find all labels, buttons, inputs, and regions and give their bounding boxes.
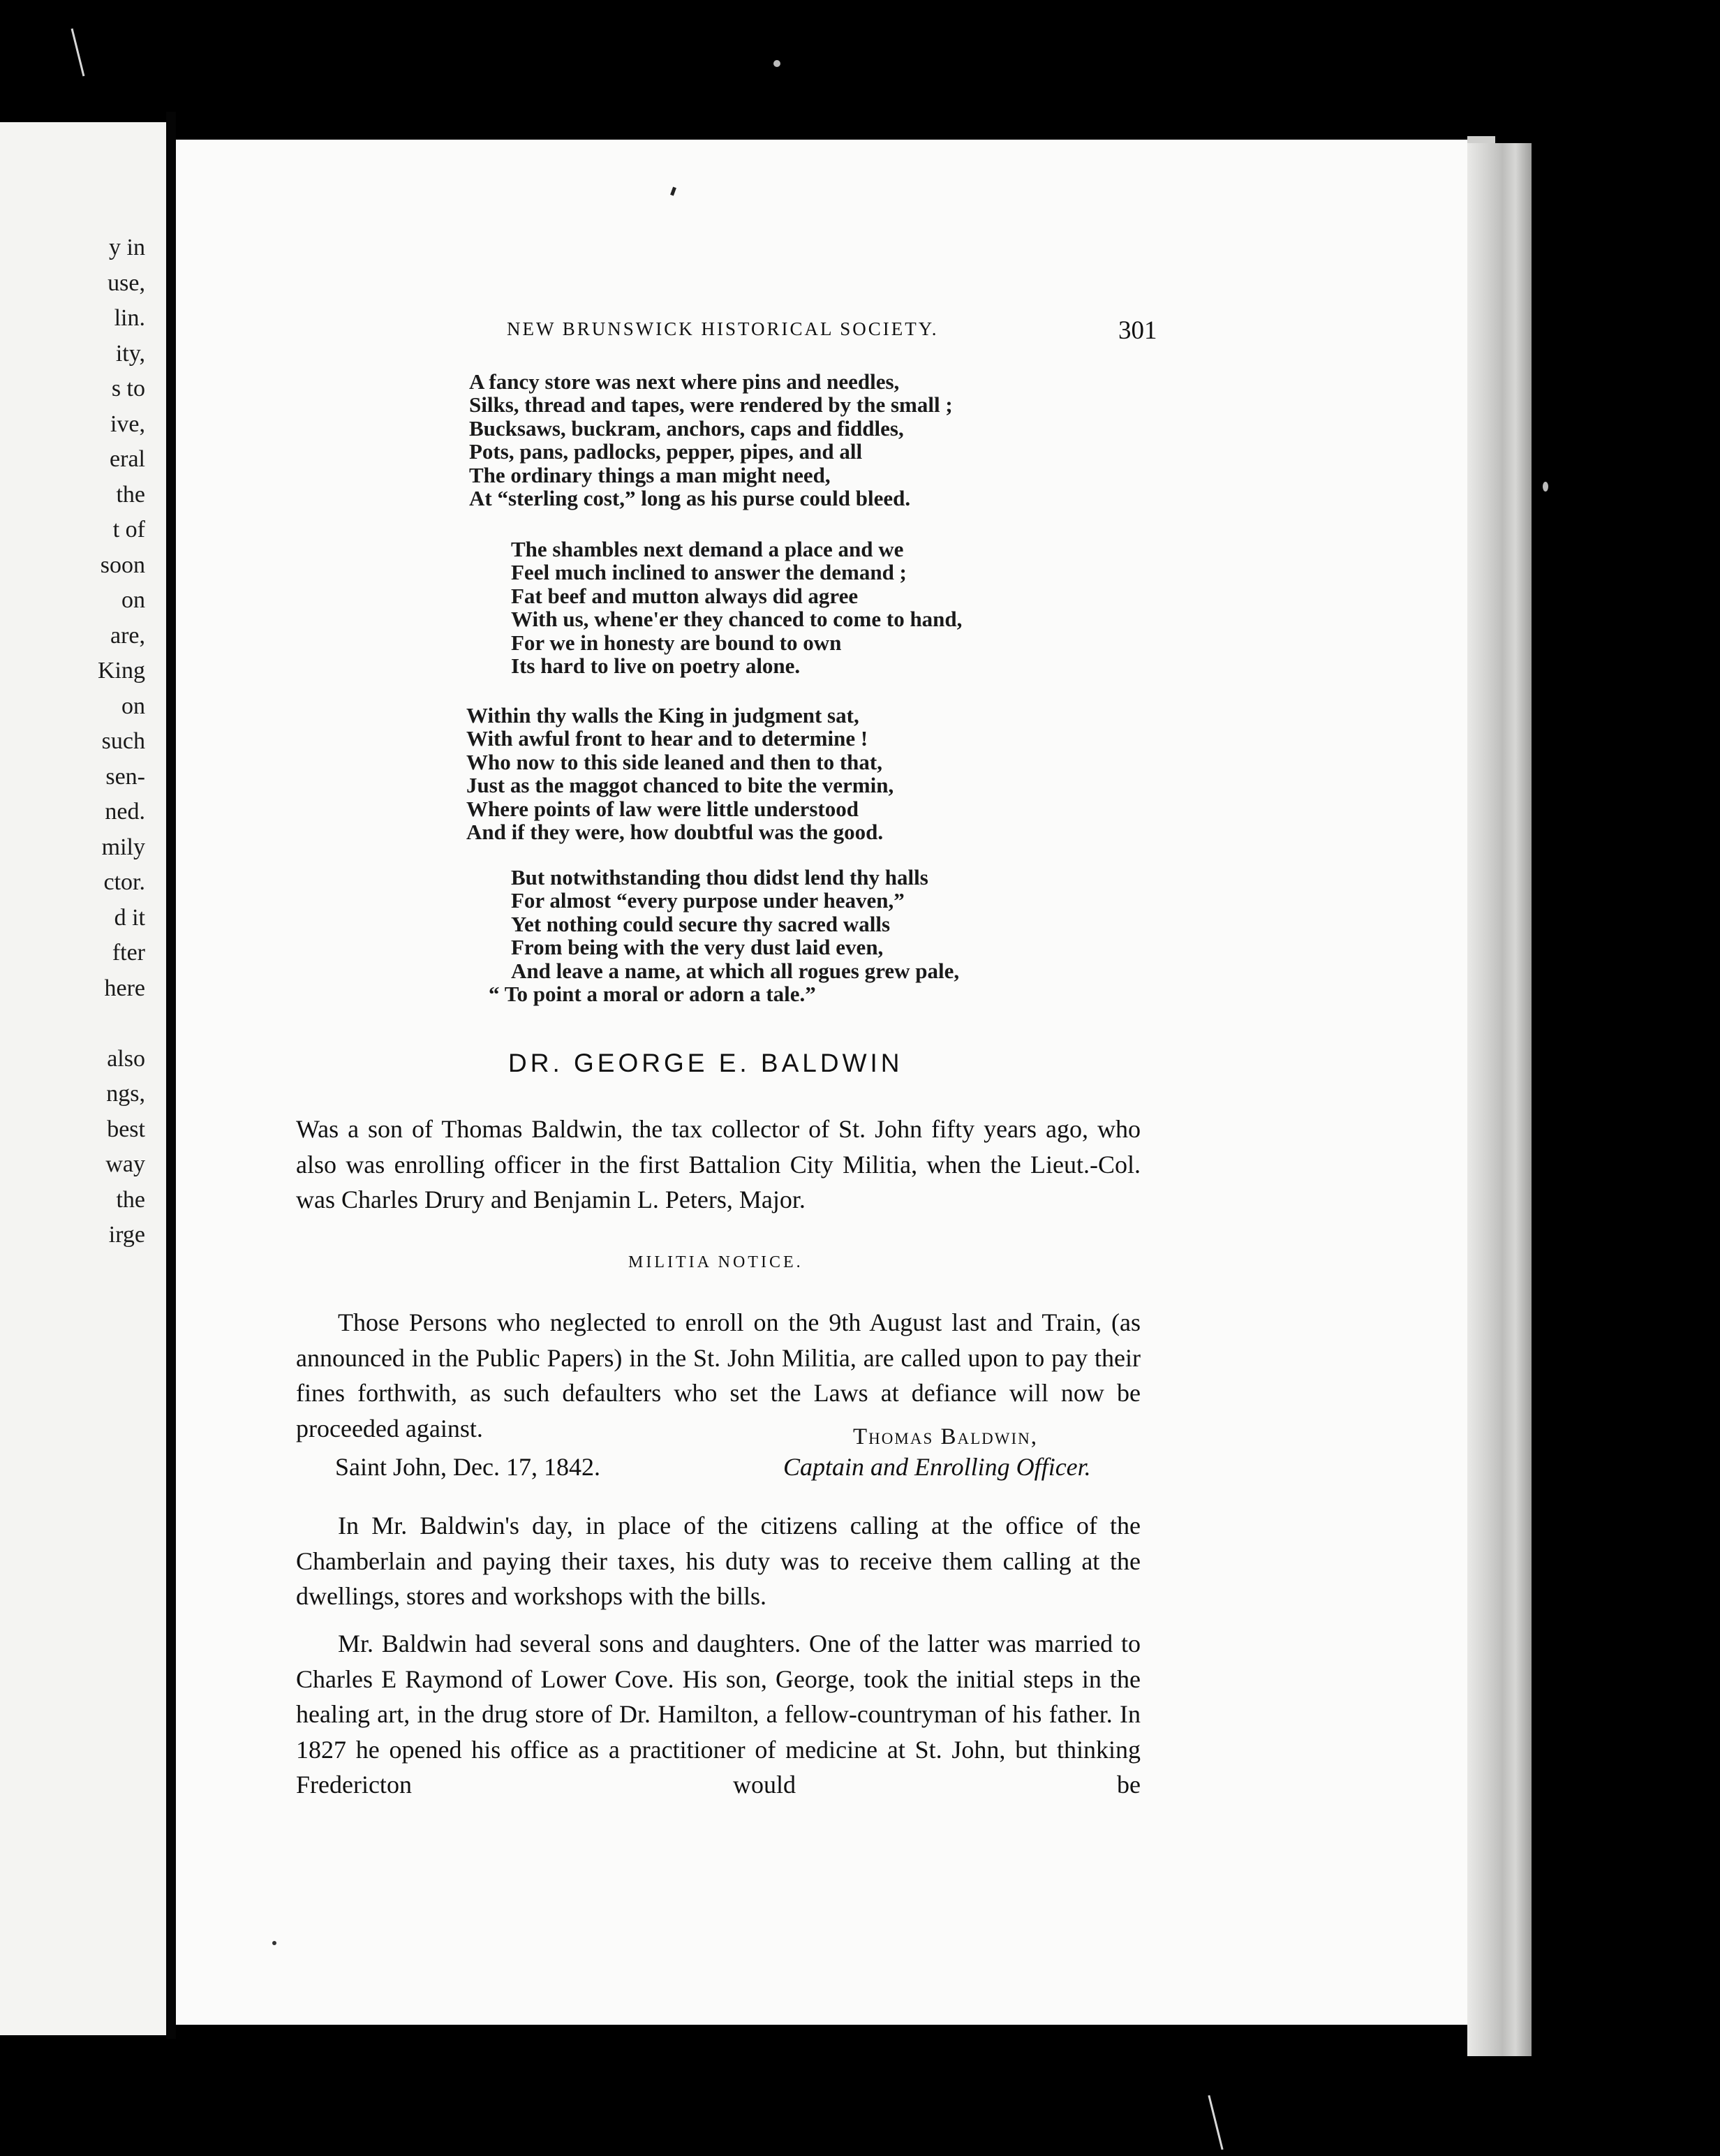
left-page-fragment: way xyxy=(105,1151,145,1177)
poem-line: Bucksaws, buckram, anchors, caps and fiddles, xyxy=(469,415,904,441)
left-page-fragment: t of xyxy=(112,517,145,542)
poem-line: And if they were, how doubtful was the good. xyxy=(466,820,884,845)
section-heading: DR. GEORGE E. BALDWIN xyxy=(508,1049,903,1077)
poem-line: From being with the very dust laid even, xyxy=(511,935,884,960)
left-page-fragment: soon xyxy=(100,552,145,578)
signature-title: Captain and Enrolling Officer. xyxy=(783,1453,1091,1481)
left-page-fragment: on xyxy=(121,587,145,613)
left-page-fragment: s to xyxy=(111,376,145,401)
notice-title: MILITIA NOTICE. xyxy=(628,1253,803,1271)
poem-line: But notwithstanding thou didst lend thy halls xyxy=(511,865,928,889)
dust-speck xyxy=(272,1941,276,1945)
poem-line: Its hard to live on poetry alone. xyxy=(511,654,801,679)
poem-line: For almost “every purpose under heaven,” xyxy=(511,888,905,913)
left-page-fragment: such xyxy=(101,728,145,754)
left-page-fragment: ned. xyxy=(105,799,145,825)
poem-line: The shambles next demand a place and we xyxy=(511,537,904,561)
left-page-fragment: the xyxy=(116,481,145,508)
dust-speck xyxy=(1543,482,1548,492)
page-number: 301 xyxy=(1118,316,1157,345)
poem-line: Fat beef and mutton always did agree xyxy=(511,583,859,608)
left-page-fragment: ive, xyxy=(110,411,145,437)
left-page-fragment: are, xyxy=(110,622,145,649)
film-scratch xyxy=(1208,2095,1223,2150)
paragraph-tax-duty: In Mr. Baldwin's day, in place of the citizens calling at the office of the Chamberlain and paying their taxes, his duty was to receive them calling at the dwellings, stores and workshops with the bills. xyxy=(296,1512,1141,1610)
poem-line: With awful front to hear and to determine ! xyxy=(466,726,868,751)
poem-line: Silks, thread and tapes, were rendered by the small ; xyxy=(469,392,953,418)
poem-line: Just as the maggot chanced to bite the vermin, xyxy=(466,773,894,798)
film-scratch xyxy=(71,29,85,77)
poem-line: Feel much inclined to answer the demand ; xyxy=(511,560,907,585)
poem-line: The ordinary things a man might need, xyxy=(469,462,831,487)
left-page-fragment: d it xyxy=(114,904,145,931)
page-edge-stack xyxy=(1467,143,1532,2056)
poem-line: With us, whene'er they chanced to come to hand, xyxy=(511,607,963,632)
left-facing-page xyxy=(0,122,173,2035)
left-page-fragment: the xyxy=(116,1186,145,1213)
signature-place-date: Saint John, Dec. 17, 1842. xyxy=(335,1453,600,1481)
left-page-fragment: King xyxy=(98,658,145,684)
poem-line: Where points of law were little understood xyxy=(466,796,859,821)
poem-line: “ To point a moral or adorn a tale.” xyxy=(489,982,816,1007)
left-page-fragment: eral xyxy=(110,446,145,472)
paragraph-intro: Was a son of Thomas Baldwin, the tax collector of St. John fifty years ago, who also was enrolling officer in the first Battalion City Militia, when the Lieut.-Col. was Charles Drury and Benjamin L. Peters, Major. xyxy=(296,1115,1141,1213)
poem-stanza-1 xyxy=(469,370,953,510)
notice-body: Those Persons who neglected to enroll on the 9th August last and Train, (as announced in the Public Papers) in the St. John Militia, are called upon to pay their fines forthwith, as such defaulters who set the Laws at defiance will now be proceeded against. xyxy=(296,1308,1141,1442)
left-page-fragment: ity, xyxy=(115,340,145,367)
left-page-fragment: mily xyxy=(101,834,145,860)
left-page-fragment: ctor. xyxy=(103,869,145,895)
left-page-fragment: here xyxy=(104,975,145,1001)
running-head: NEW BRUNSWICK HISTORICAL SOCIETY. xyxy=(507,318,939,339)
left-page-fragment: fter xyxy=(112,940,145,966)
left-page-fragment: irge xyxy=(108,1222,145,1248)
poem-stanza-4 xyxy=(489,866,959,1005)
poem-line: A fancy store was next where pins and needles, xyxy=(469,369,900,394)
poem-line: At “sterling cost,” long as his purse could bleed. xyxy=(469,486,911,511)
left-page-fragment: y in xyxy=(109,235,145,260)
left-page-fragment: best xyxy=(107,1116,145,1142)
book-gutter xyxy=(166,112,176,2039)
left-page-fragment: on xyxy=(121,693,145,719)
poem-line: Pots, pans, padlocks, pepper, pipes, and all xyxy=(469,439,863,464)
poem-line: Within thy walls the King in judgment sat, xyxy=(466,703,859,728)
poem-line: For we in honesty are bound to own xyxy=(511,630,842,655)
dust-speck xyxy=(773,60,780,67)
left-page-fragment: also xyxy=(107,1045,145,1072)
left-page-fragment: sen- xyxy=(105,763,145,790)
paragraph-family: Mr. Baldwin had several sons and daughters. One of the latter was married to Charles E Raymond of Lower Cove. His son, George, took the initial steps in the healing art, in the drug store of Dr. Hamilton, a fellow-countryman of his father. In 1827 he opened his office as a practitioner of medicine at St. John, but thinking Fredericton would be xyxy=(296,1630,1141,1799)
poem-stanza-2 xyxy=(511,538,962,677)
signature-name: Thomas Baldwin, xyxy=(853,1424,1038,1449)
left-page-fragment: use, xyxy=(108,270,145,296)
poem-line: Who now to this side leaned and then to that, xyxy=(466,749,882,774)
poem-stanza-3 xyxy=(466,704,894,843)
poem-line: And leave a name, at which all rogues grew pale, xyxy=(511,958,960,983)
left-page-fragment: ngs, xyxy=(106,1081,145,1107)
poem-line: Yet nothing could secure thy sacred walls xyxy=(511,911,891,936)
left-page-fragment: lin. xyxy=(114,305,145,331)
